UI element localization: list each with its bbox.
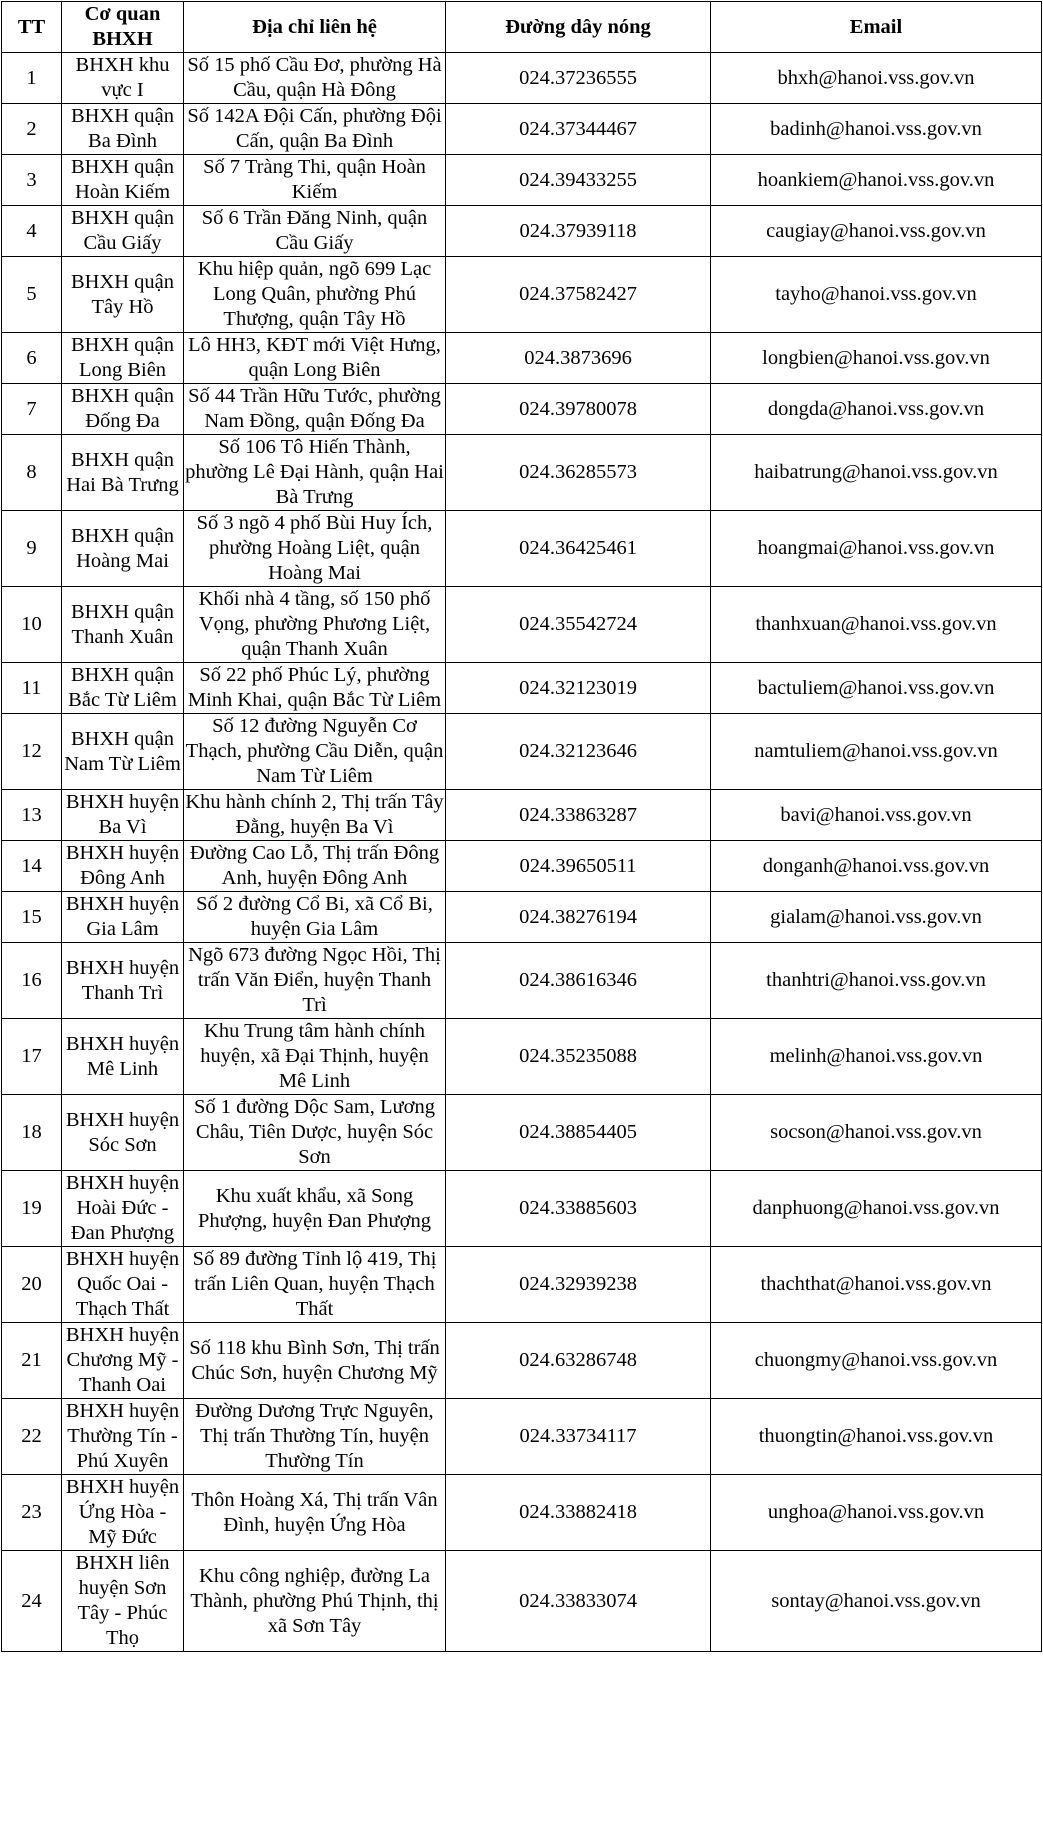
cell-email: socson@hanoi.vss.gov.vn — [711, 1095, 1042, 1171]
cell-email: caugiay@hanoi.vss.gov.vn — [711, 206, 1042, 257]
cell-hotline: 024.37939118 — [446, 206, 711, 257]
cell-agency: BHXH quận Tây Hồ — [62, 257, 184, 333]
cell-agency: BHXH quận Bắc Từ Liêm — [62, 663, 184, 714]
cell-address: Thôn Hoàng Xá, Thị trấn Vân Đình, huyện Ứng Hòa — [184, 1475, 446, 1551]
cell-hotline: 024.32123646 — [446, 714, 711, 790]
cell-agency: BHXH huyện Hoài Đức - Đan Phượng — [62, 1171, 184, 1247]
cell-hotline: 024.38616346 — [446, 943, 711, 1019]
cell-email: thanhtri@hanoi.vss.gov.vn — [711, 943, 1042, 1019]
cell-email: melinh@hanoi.vss.gov.vn — [711, 1019, 1042, 1095]
contact-table — [1, 1, 1042, 1652]
cell-tt: 12 — [2, 714, 62, 790]
cell-address: Số 1 đường Dộc Sam, Lương Châu, Tiên Dược, huyện Sóc Sơn — [184, 1095, 446, 1171]
table-row — [2, 333, 1042, 384]
cell-hotline: 024.33882418 — [446, 1475, 711, 1551]
cell-agency: BHXH huyện Thường Tín - Phú Xuyên — [62, 1399, 184, 1475]
cell-hotline: 024.39433255 — [446, 155, 711, 206]
cell-agency: BHXH huyện Thanh Trì — [62, 943, 184, 1019]
header-address: Địa chỉ liên hệ — [184, 2, 446, 53]
table-row — [2, 892, 1042, 943]
table-row — [2, 587, 1042, 663]
cell-agency: BHXH huyện Mê Linh — [62, 1019, 184, 1095]
cell-address: Số 118 khu Bình Sơn, Thị trấn Chúc Sơn, huyện Chương Mỹ — [184, 1323, 446, 1399]
cell-address: Khu hiệp quản, ngõ 699 Lạc Long Quân, phường Phú Thượng, quận Tây Hồ — [184, 257, 446, 333]
cell-tt: 24 — [2, 1551, 62, 1652]
cell-tt: 20 — [2, 1247, 62, 1323]
cell-address: Đường Cao Lỗ, Thị trấn Đông Anh, huyện Đông Anh — [184, 841, 446, 892]
cell-email: tayho@hanoi.vss.gov.vn — [711, 257, 1042, 333]
cell-tt: 2 — [2, 104, 62, 155]
table-row — [2, 384, 1042, 435]
cell-address: Số 2 đường Cổ Bi, xã Cổ Bi, huyện Gia Lâm — [184, 892, 446, 943]
cell-email: danphuong@hanoi.vss.gov.vn — [711, 1171, 1042, 1247]
table-row — [2, 257, 1042, 333]
table-row — [2, 790, 1042, 841]
cell-hotline: 024.32123019 — [446, 663, 711, 714]
cell-hotline: 024.36285573 — [446, 435, 711, 511]
table-row — [2, 841, 1042, 892]
table-row — [2, 1475, 1042, 1551]
cell-email: bactuliem@hanoi.vss.gov.vn — [711, 663, 1042, 714]
cell-hotline: 024.38854405 — [446, 1095, 711, 1171]
table-body — [2, 53, 1042, 1652]
cell-tt: 3 — [2, 155, 62, 206]
cell-email: thuongtin@hanoi.vss.gov.vn — [711, 1399, 1042, 1475]
cell-address: Số 3 ngõ 4 phố Bùi Huy Ích, phường Hoàng Liệt, quận Hoàng Mai — [184, 511, 446, 587]
cell-tt: 23 — [2, 1475, 62, 1551]
table-row — [2, 1551, 1042, 1652]
cell-address: Số 106 Tô Hiến Thành, phường Lê Đại Hành, quận Hai Bà Trưng — [184, 435, 446, 511]
cell-hotline: 024.32939238 — [446, 1247, 711, 1323]
table-row — [2, 663, 1042, 714]
cell-tt: 14 — [2, 841, 62, 892]
cell-agency: BHXH huyện Chương Mỹ - Thanh Oai — [62, 1323, 184, 1399]
cell-address: Khu hành chính 2, Thị trấn Tây Đằng, huyện Ba Vì — [184, 790, 446, 841]
cell-hotline: 024.35542724 — [446, 587, 711, 663]
cell-email: gialam@hanoi.vss.gov.vn — [711, 892, 1042, 943]
cell-hotline: 024.39780078 — [446, 384, 711, 435]
cell-address: Số 6 Trần Đăng Ninh, quận Cầu Giấy — [184, 206, 446, 257]
cell-email: bhxh@hanoi.vss.gov.vn — [711, 53, 1042, 104]
cell-hotline: 024.33833074 — [446, 1551, 711, 1652]
table-row — [2, 1095, 1042, 1171]
table-row — [2, 714, 1042, 790]
cell-tt: 1 — [2, 53, 62, 104]
cell-hotline: 024.3873696 — [446, 333, 711, 384]
header-row — [2, 2, 1042, 53]
table-row — [2, 511, 1042, 587]
cell-address: Khu công nghiệp, đường La Thành, phường Phú Thịnh, thị xã Sơn Tây — [184, 1551, 446, 1652]
cell-agency: BHXH quận Thanh Xuân — [62, 587, 184, 663]
cell-agency: BHXH quận Ba Đình — [62, 104, 184, 155]
cell-tt: 16 — [2, 943, 62, 1019]
table-row — [2, 1323, 1042, 1399]
cell-email: longbien@hanoi.vss.gov.vn — [711, 333, 1042, 384]
cell-address: Số 12 đường Nguyễn Cơ Thạch, phường Cầu Diễn, quận Nam Từ Liêm — [184, 714, 446, 790]
table-row — [2, 53, 1042, 104]
cell-agency: BHXH quận Cầu Giấy — [62, 206, 184, 257]
cell-agency: BHXH huyện Quốc Oai - Thạch Thất — [62, 1247, 184, 1323]
cell-hotline: 024.38276194 — [446, 892, 711, 943]
cell-hotline: 024.33885603 — [446, 1171, 711, 1247]
cell-address: Lô HH3, KĐT mới Việt Hưng, quận Long Biên — [184, 333, 446, 384]
cell-hotline: 024.39650511 — [446, 841, 711, 892]
cell-address: Khối nhà 4 tầng, số 150 phố Vọng, phường Phương Liệt, quận Thanh Xuân — [184, 587, 446, 663]
cell-email: thanhxuan@hanoi.vss.gov.vn — [711, 587, 1042, 663]
cell-email: unghoa@hanoi.vss.gov.vn — [711, 1475, 1042, 1551]
cell-hotline: 024.37344467 — [446, 104, 711, 155]
cell-tt: 18 — [2, 1095, 62, 1171]
cell-address: Số 15 phố Cầu Đơ, phường Hà Cầu, quận Hà Đông — [184, 53, 446, 104]
table-row — [2, 1247, 1042, 1323]
table-row — [2, 435, 1042, 511]
header-email: Email — [711, 2, 1042, 53]
cell-agency: BHXH khu vực I — [62, 53, 184, 104]
table-row — [2, 1019, 1042, 1095]
cell-agency: BHXH quận Nam Từ Liêm — [62, 714, 184, 790]
cell-tt: 7 — [2, 384, 62, 435]
table-row — [2, 1171, 1042, 1247]
cell-agency: BHXH huyện Gia Lâm — [62, 892, 184, 943]
table-row — [2, 104, 1042, 155]
cell-agency: BHXH huyện Sóc Sơn — [62, 1095, 184, 1171]
cell-tt: 6 — [2, 333, 62, 384]
cell-email: hoangmai@hanoi.vss.gov.vn — [711, 511, 1042, 587]
cell-email: badinh@hanoi.vss.gov.vn — [711, 104, 1042, 155]
cell-email: bavi@hanoi.vss.gov.vn — [711, 790, 1042, 841]
cell-email: hoankiem@hanoi.vss.gov.vn — [711, 155, 1042, 206]
cell-email: dongda@hanoi.vss.gov.vn — [711, 384, 1042, 435]
cell-tt: 15 — [2, 892, 62, 943]
cell-hotline: 024.36425461 — [446, 511, 711, 587]
header-agency: Cơ quan BHXH — [62, 2, 184, 53]
cell-email: namtuliem@hanoi.vss.gov.vn — [711, 714, 1042, 790]
cell-email: donganh@hanoi.vss.gov.vn — [711, 841, 1042, 892]
cell-hotline: 024.63286748 — [446, 1323, 711, 1399]
cell-address: Số 142A Đội Cấn, phường Đội Cấn, quận Ba Đình — [184, 104, 446, 155]
cell-address: Đường Dương Trực Nguyên, Thị trấn Thường Tín, huyện Thường Tín — [184, 1399, 446, 1475]
cell-tt: 22 — [2, 1399, 62, 1475]
header-tt: TT — [2, 2, 62, 53]
cell-hotline: 024.33734117 — [446, 1399, 711, 1475]
cell-tt: 8 — [2, 435, 62, 511]
header-hotline: Đường dây nóng — [446, 2, 711, 53]
cell-tt: 13 — [2, 790, 62, 841]
cell-agency: BHXH quận Long Biên — [62, 333, 184, 384]
cell-hotline: 024.33863287 — [446, 790, 711, 841]
cell-hotline: 024.37582427 — [446, 257, 711, 333]
cell-hotline: 024.35235088 — [446, 1019, 711, 1095]
cell-agency: BHXH quận Đống Đa — [62, 384, 184, 435]
cell-agency: BHXH huyện Đông Anh — [62, 841, 184, 892]
table-row — [2, 943, 1042, 1019]
table-row — [2, 155, 1042, 206]
cell-email: haibatrung@hanoi.vss.gov.vn — [711, 435, 1042, 511]
cell-agency: BHXH quận Hoàn Kiếm — [62, 155, 184, 206]
cell-agency: BHXH huyện Ứng Hòa - Mỹ Đức — [62, 1475, 184, 1551]
table-row — [2, 206, 1042, 257]
cell-tt: 10 — [2, 587, 62, 663]
cell-address: Số 22 phố Phúc Lý, phường Minh Khai, quận Bắc Từ Liêm — [184, 663, 446, 714]
cell-email: thachthat@hanoi.vss.gov.vn — [711, 1247, 1042, 1323]
cell-address: Số 7 Tràng Thi, quận Hoàn Kiếm — [184, 155, 446, 206]
cell-address: Số 44 Trần Hữu Tước, phường Nam Đồng, quận Đống Đa — [184, 384, 446, 435]
cell-address: Khu xuất khẩu, xã Song Phượng, huyện Đan Phượng — [184, 1171, 446, 1247]
cell-address: Ngõ 673 đường Ngọc Hồi, Thị trấn Văn Điển, huyện Thanh Trì — [184, 943, 446, 1019]
cell-tt: 9 — [2, 511, 62, 587]
cell-email: sontay@hanoi.vss.gov.vn — [711, 1551, 1042, 1652]
cell-tt: 19 — [2, 1171, 62, 1247]
cell-agency: BHXH liên huyện Sơn Tây - Phúc Thọ — [62, 1551, 184, 1652]
cell-email: chuongmy@hanoi.vss.gov.vn — [711, 1323, 1042, 1399]
table-row — [2, 1399, 1042, 1475]
cell-tt: 4 — [2, 206, 62, 257]
cell-address: Khu Trung tâm hành chính huyện, xã Đại Thịnh, huyện Mê Linh — [184, 1019, 446, 1095]
cell-tt: 21 — [2, 1323, 62, 1399]
cell-agency: BHXH quận Hai Bà Trưng — [62, 435, 184, 511]
cell-address: Số 89 đường Tỉnh lộ 419, Thị trấn Liên Quan, huyện Thạch Thất — [184, 1247, 446, 1323]
cell-hotline: 024.37236555 — [446, 53, 711, 104]
cell-tt: 11 — [2, 663, 62, 714]
cell-tt: 17 — [2, 1019, 62, 1095]
cell-agency: BHXH quận Hoàng Mai — [62, 511, 184, 587]
cell-agency: BHXH huyện Ba Vì — [62, 790, 184, 841]
cell-tt: 5 — [2, 257, 62, 333]
